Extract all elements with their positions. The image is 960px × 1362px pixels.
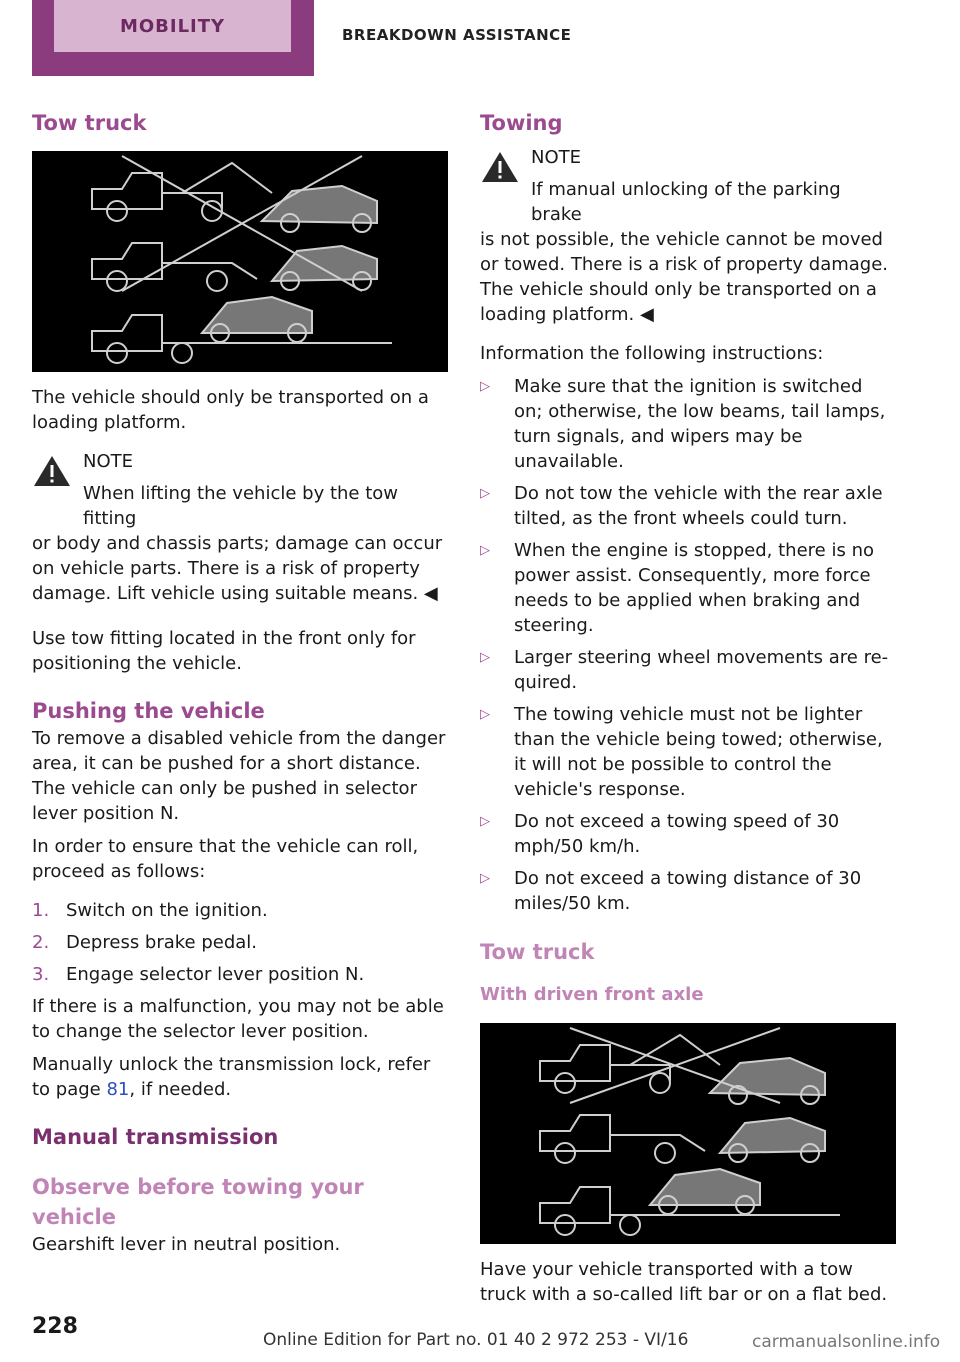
heading-pushing: Pushing the vehicle <box>32 699 265 723</box>
paragraph-tow-fitting: Use tow fitting located in the front only for positioning the vehicle. <box>32 628 416 674</box>
paragraph-malfunction: If there is a malfunction, you may not be able to change the selector lever position. <box>32 996 444 1042</box>
heading-tow-truck-2: Tow truck <box>480 940 595 964</box>
list-item: ▷ Do not exceed a towing speed of 30 mph/50 km/h. <box>480 811 840 857</box>
paragraph-unlock: Manually unlock the transmission lock, refer to page 81, if needed. <box>32 1054 431 1100</box>
left-column <box>32 108 448 1257</box>
warning-icon <box>32 453 72 489</box>
instructions-list <box>480 374 896 916</box>
list-item: ▷ Do not tow the vehicle with the rear axle tilted, as the front wheels could turn. <box>480 483 883 529</box>
paragraph-transport: Have your vehicle transported with a tow truck with a so-called lift bar or on a flat bed. <box>480 1259 888 1305</box>
note-body: is not possible, the vehicle cannot be moved or towed. There is a risk of property damage. The vehicle should only be transported on a loading platform. ◀ <box>480 229 889 325</box>
tow-truck-front-axle-illustration <box>480 1023 896 1244</box>
note-parking-brake <box>480 145 896 327</box>
list-item: ▷ Make sure that the ignition is switched on; otherwise, the low beams, tail lamps, turn signals, and wipers may be unavailable. <box>480 376 886 472</box>
note-title: NOTE <box>531 147 582 168</box>
list-item: 1. Switch on the ignition. <box>32 900 268 921</box>
chapter-tab <box>32 0 314 76</box>
paragraph-gearshift: Gearshift lever in neutral position. <box>32 1234 341 1255</box>
note-title: NOTE <box>83 451 134 472</box>
paragraph-ensure: In order to ensure that the vehicle can roll, proceed as follows: <box>32 836 419 882</box>
triangle-bullet-icon: ▷ <box>480 871 490 886</box>
right-column <box>480 108 896 1307</box>
triangle-bullet-icon: ▷ <box>480 814 490 829</box>
page-number: 228 <box>32 1314 78 1339</box>
note-lifting <box>32 449 448 606</box>
list-item: ▷ Do not exceed a towing distance of 30 miles/50 km. <box>480 868 862 914</box>
triangle-bullet-icon: ▷ <box>480 707 490 722</box>
list-item: 3. Engage selector lever position N. <box>32 964 365 985</box>
paragraph-info: Information the following instructions: <box>480 343 824 364</box>
note-body: or body and chassis parts; damage can occur on vehicle parts. There is a risk of property damage. Lift vehicle using suitable means. ◀ <box>32 533 443 604</box>
paragraph-platform: The vehicle should only be transported on a loading platform. <box>32 387 429 433</box>
list-item: ▷ Larger steering wheel movements are required. <box>480 647 889 693</box>
heading-towing: Towing <box>480 111 563 135</box>
note-first-line: If manual unlocking of the parking brake <box>531 179 841 225</box>
list-item: 2. Depress brake pedal. <box>32 932 258 953</box>
section-title: BREAKDOWN ASSISTANCE <box>342 26 572 44</box>
steps-list <box>32 898 448 987</box>
watermark: carmanualsonline.info <box>752 1332 941 1352</box>
paragraph-pushing: To remove a disabled vehicle from the danger area, it can be pushed for a short distance. The vehicle can only be pushed in selector lever position N. <box>32 728 446 824</box>
heading-front-axle: With driven front axle <box>480 984 704 1005</box>
list-item: ▷ When the engine is stopped, there is no power assist. Consequently, more force needs to be applied when braking and steering. <box>480 540 874 636</box>
triangle-bullet-icon: ▷ <box>480 650 490 665</box>
triangle-bullet-icon: ▷ <box>480 543 490 558</box>
tow-truck-illustration <box>32 151 448 372</box>
triangle-bullet-icon: ▷ <box>480 379 490 394</box>
edition-footer: Online Edition for Part no. 01 40 2 972 253 - VI/16 <box>263 1330 689 1350</box>
list-item: ▷ The towing vehicle must not be lighter than the vehicle being towed; otherwise, it will not be possible to control the vehicle's response. <box>480 704 883 800</box>
heading-tow-truck: Tow truck <box>32 111 147 135</box>
chapter-tab-label: MOBILITY <box>54 0 291 52</box>
triangle-bullet-icon: ▷ <box>480 486 490 501</box>
page-link[interactable]: 81 <box>106 1079 130 1100</box>
heading-observe: Observe before towing your vehicle <box>32 1175 364 1229</box>
warning-icon <box>480 149 520 185</box>
note-first-line: When lifting the vehicle by the tow fitting <box>83 483 398 529</box>
heading-manual-transmission: Manual transmission <box>32 1125 279 1149</box>
